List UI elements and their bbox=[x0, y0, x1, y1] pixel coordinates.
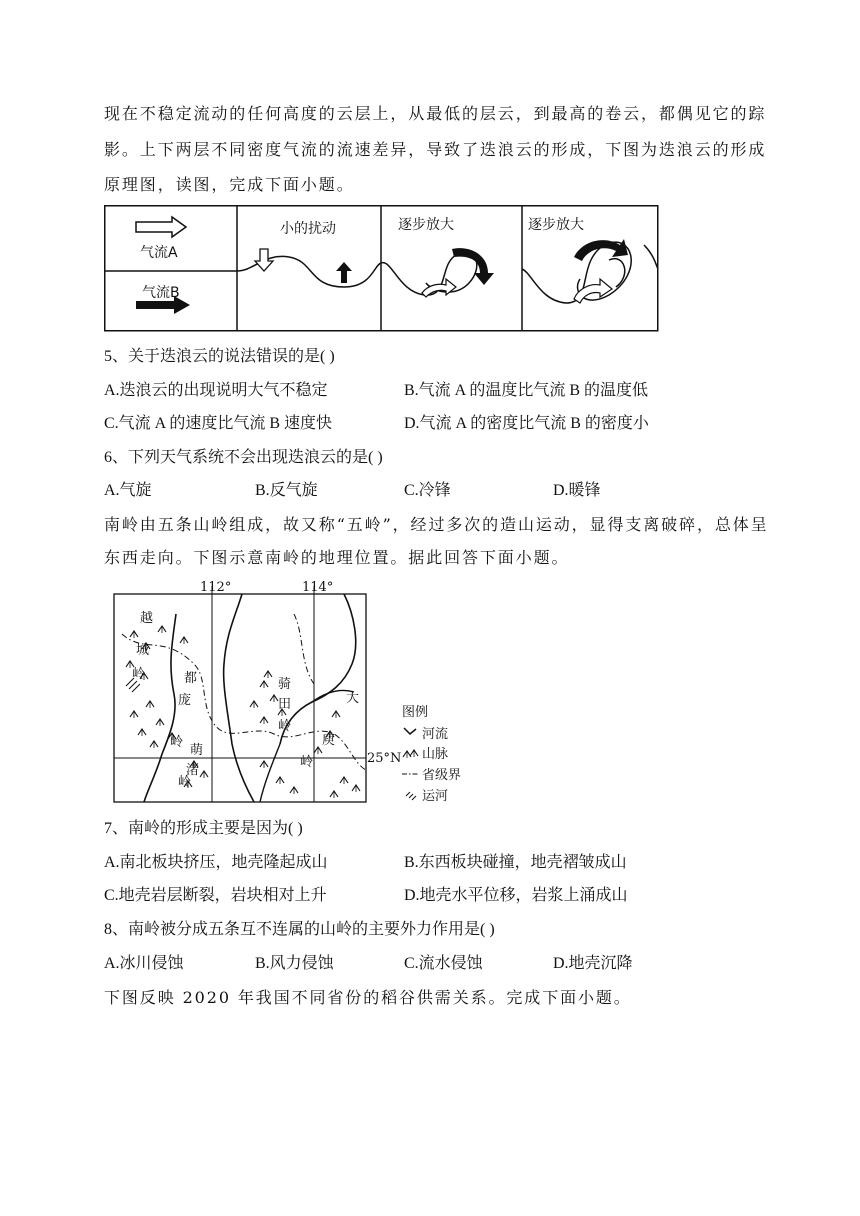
airflow-a-arrow bbox=[136, 217, 186, 237]
range-yuecheng-1: 越 bbox=[140, 611, 154, 626]
curl-arrow-white-large bbox=[574, 279, 612, 303]
q6-option-a: A.气旋 bbox=[104, 482, 152, 499]
panel-4-title: 逐步放大 bbox=[528, 217, 584, 233]
range-dayu-1: 大 bbox=[346, 691, 360, 706]
legend-river: 河流 bbox=[422, 727, 449, 742]
legend-border: 省级界 bbox=[422, 768, 462, 783]
down-arrow bbox=[255, 249, 273, 271]
curl-arrow-black bbox=[452, 248, 494, 285]
range-qitian-2: 田 bbox=[278, 697, 292, 712]
range-dayu-3: 岭 bbox=[300, 755, 314, 770]
q5-option-a: A.迭浪云的出现说明大气不稳定 bbox=[104, 382, 328, 399]
range-dupang-1: 都 bbox=[184, 671, 198, 686]
legend-river-icon bbox=[404, 728, 416, 734]
longitude-114-label: 114° bbox=[302, 580, 334, 595]
range-qitian-3: 岭 bbox=[278, 719, 292, 734]
q5-option-c: C.气流 A 的速度比气流 B 速度快 bbox=[104, 415, 333, 432]
range-qitian-1: 骑 bbox=[278, 677, 292, 692]
range-mengzhu-2: 渚 bbox=[186, 763, 200, 778]
panel-3-title: 逐步放大 bbox=[398, 217, 454, 233]
range-mengzhu-1: 萌 bbox=[190, 743, 204, 758]
airflow-a-label: 气流A bbox=[140, 245, 178, 261]
legend-canal-icon bbox=[406, 792, 416, 800]
range-dayu-2: 庾 bbox=[322, 733, 336, 748]
range-yuecheng-3: 岭 bbox=[132, 667, 146, 682]
latitude-25-label: 25°N bbox=[367, 751, 402, 766]
legend-mountain-icon bbox=[403, 750, 418, 758]
q7-option-b: B.东西板块碰撞，地壳褶皱成山 bbox=[404, 854, 627, 871]
q5-option-d: D.气流 A 的密度比气流 B 的密度小 bbox=[404, 415, 649, 432]
q6-option-b: B.反气旋 bbox=[255, 482, 318, 499]
range-yuecheng-2: 城 bbox=[136, 643, 150, 658]
mountain-symbols bbox=[126, 626, 360, 798]
range-mengzhu-3: 岭 bbox=[178, 775, 192, 790]
q6-option-c: C.冷锋 bbox=[404, 482, 451, 499]
q7-option-d: D.地壳水平位移，岩浆上涌成山 bbox=[404, 887, 628, 904]
longitude-112-label: 112° bbox=[200, 580, 232, 595]
billow-cloud-diagram bbox=[104, 205, 660, 333]
intro-line-3: 原理图，读图，完成下面小题。 bbox=[104, 175, 355, 194]
q7-stem: 7、南岭的形成主要是因为( ) bbox=[104, 820, 303, 837]
map-legend bbox=[402, 705, 461, 804]
passage2-line-1: 南岭由五条山岭组成，故又称“五岭”，经过多次的造山运动，显得支离破碎，总体呈 bbox=[104, 515, 769, 534]
q5-option-b: B.气流 A 的温度比气流 B 的温度低 bbox=[404, 382, 649, 399]
q8-option-d: D.地壳沉降 bbox=[553, 955, 633, 972]
passage2-line-2: 东西走向。下图示意南岭的地理位置。据此回答下面小题。 bbox=[104, 548, 570, 567]
q6-stem: 6、下列天气系统不会出现迭浪云的是( ) bbox=[104, 449, 383, 466]
q6-option-d: D.暖锋 bbox=[553, 482, 601, 499]
range-dupang-3: 岭 bbox=[170, 735, 184, 750]
legend-canal: 运河 bbox=[422, 789, 449, 804]
passage3-line-1: 下图反映 2020 年我国不同省份的稻谷供需关系。完成下面小题。 bbox=[104, 988, 632, 1007]
intro-line-1: 现在不稳定流动的任何高度的云层上，从最低的层云，到最高的卷云，都偶见它的踪 bbox=[104, 104, 767, 123]
panel-2-title: 小的扰动 bbox=[280, 221, 336, 237]
q8-stem: 8、南岭被分成五条互不连属的山岭的主要外力作用是( ) bbox=[104, 921, 495, 938]
legend-title: 图例 bbox=[402, 705, 429, 720]
q8-option-a: A.冰川侵蚀 bbox=[104, 955, 184, 972]
q8-option-c: C.流水侵蚀 bbox=[404, 955, 483, 972]
q7-option-a: A.南北板块挤压，地壳隆起成山 bbox=[104, 854, 328, 871]
curl-arrow-white bbox=[422, 279, 456, 297]
q7-option-c: C.地壳岩层断裂，岩块相对上升 bbox=[104, 887, 327, 904]
legend-mountain: 山脉 bbox=[422, 747, 449, 762]
q8-option-b: B.风力侵蚀 bbox=[255, 955, 334, 972]
airflow-b-label: 气流B bbox=[142, 285, 180, 301]
q5-stem: 5、关于迭浪云的说法错误的是( ) bbox=[104, 348, 335, 365]
up-arrow bbox=[336, 262, 352, 283]
intro-line-2: 影。上下两层不同密度气流的流速差异，导致了迭浪云的形成，下图为迭浪云的形成 bbox=[104, 140, 767, 159]
nanling-map bbox=[104, 574, 474, 810]
range-dupang-2: 庞 bbox=[178, 693, 192, 708]
